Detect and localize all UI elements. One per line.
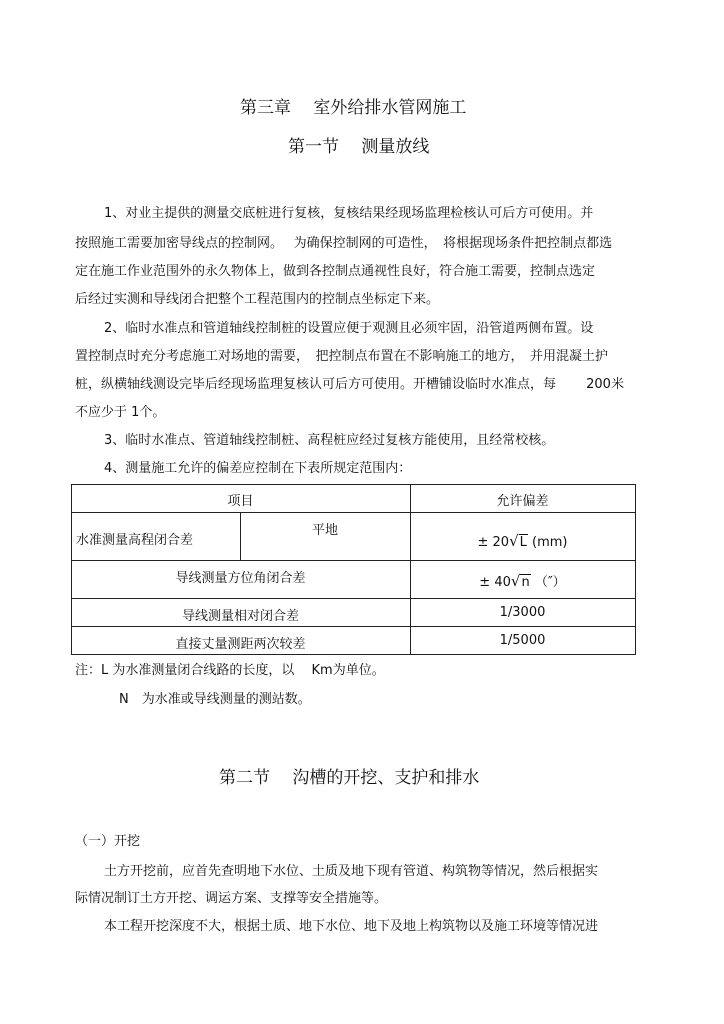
table-cell-terrain: 平地 (311, 523, 338, 538)
tolerance-prefix: ± 40 (479, 575, 511, 590)
table-header-tolerance: 允许偏差 (496, 494, 549, 509)
tolerance-table (71, 484, 636, 655)
table-note: 注：L 为水准测量闭合线路的长度，以 Km为单位。 (75, 663, 385, 678)
tolerance-suffix: (mm) (527, 535, 568, 550)
table-cell-tolerance: 1/5000 (499, 633, 546, 648)
table-cell-tolerance (410, 571, 635, 590)
paragraph-line: 本工程开挖深度不大，根据土质、地下水位、地下及地上构筑物以及施工环境等情况进 (104, 919, 599, 934)
paragraph-line: 定在施工作业范围外的永久物体上，做到各控制点通视性良好，符合施工需要，控制点选定 (75, 264, 596, 279)
tolerance-radicand: L (519, 535, 527, 550)
table-cell-item: 导线测量相对闭合差 (181, 609, 299, 624)
table-cell-tolerance (410, 532, 635, 550)
sqrt-symbol: √n (510, 572, 530, 590)
table-header-item: 项目 (227, 494, 254, 509)
tolerance-prefix: ± 20 (477, 535, 510, 550)
section-title-2: 第二节 沟槽的开挖、支护和排水 (219, 768, 480, 788)
paragraph-line: 置控制点时充分考虑施工对场地的需要， 把控制点布置在不影响施工的地方， 并用混凝土护 (75, 349, 609, 364)
paragraph-line: 土方开挖前，应首先查明地下水位、土质及地下现有管道、构筑物等情况，然后根据实 (104, 864, 599, 879)
paragraph-line: 后经过实测和导线闭合把整个工程范围内的控制点坐标定下来。 (75, 292, 440, 307)
paragraph-line: 3、临时水准点、管道轴线控制桩、高程桩应经过复核方能使用，且经常校核。 (104, 433, 555, 448)
paragraph-line: 2、临时水准点和管道轴线控制桩的设置应便于观测且必须牢固，沿管道两侧布置。设 (104, 321, 594, 336)
table-cell-item: 直接丈量测距两次较差 (175, 637, 306, 652)
table-note: N 为水准或导线测量的测站数。 (119, 692, 311, 707)
paragraph-line: 际情况制订土方开挖、调运方案、支撑等安全措施等。 (75, 891, 388, 906)
paragraph-line: 1、对业主提供的测量交底桩进行复核，复核结果经现场监理检核认可后方可使用。并 (104, 206, 594, 221)
tolerance-suffix: （″） (530, 575, 566, 590)
table-cell-item: 导线测量方位角闭合差 (175, 571, 306, 586)
tolerance-radicand: n (521, 575, 530, 590)
sub-heading: （一）开挖 (75, 834, 141, 849)
section-title-1: 第一节 测量放线 (288, 137, 430, 157)
table-cell-tolerance: 1/3000 (499, 605, 546, 620)
sqrt-symbol: √L (509, 532, 527, 550)
table-cell-item: 水准测量高程闭合差 (76, 533, 194, 548)
paragraph-line: 4、测量施工允许的偏差应控制在下表所规定范围内： (104, 461, 412, 476)
paragraph-line: 按照施工需要加密导线点的控制网。 为确保控制网的可造性， 将根据现场条件把控制点都选 (75, 236, 613, 251)
chapter-title: 第三章 室外给排水管网施工 (240, 98, 467, 118)
paragraph-line: 桩，纵横轴线测设完毕后经现场监理复核认可后方可使用。开槽铺设临时水准点，每 200米 (75, 377, 624, 392)
paragraph-line: 不应少于 1个。 (75, 405, 166, 420)
